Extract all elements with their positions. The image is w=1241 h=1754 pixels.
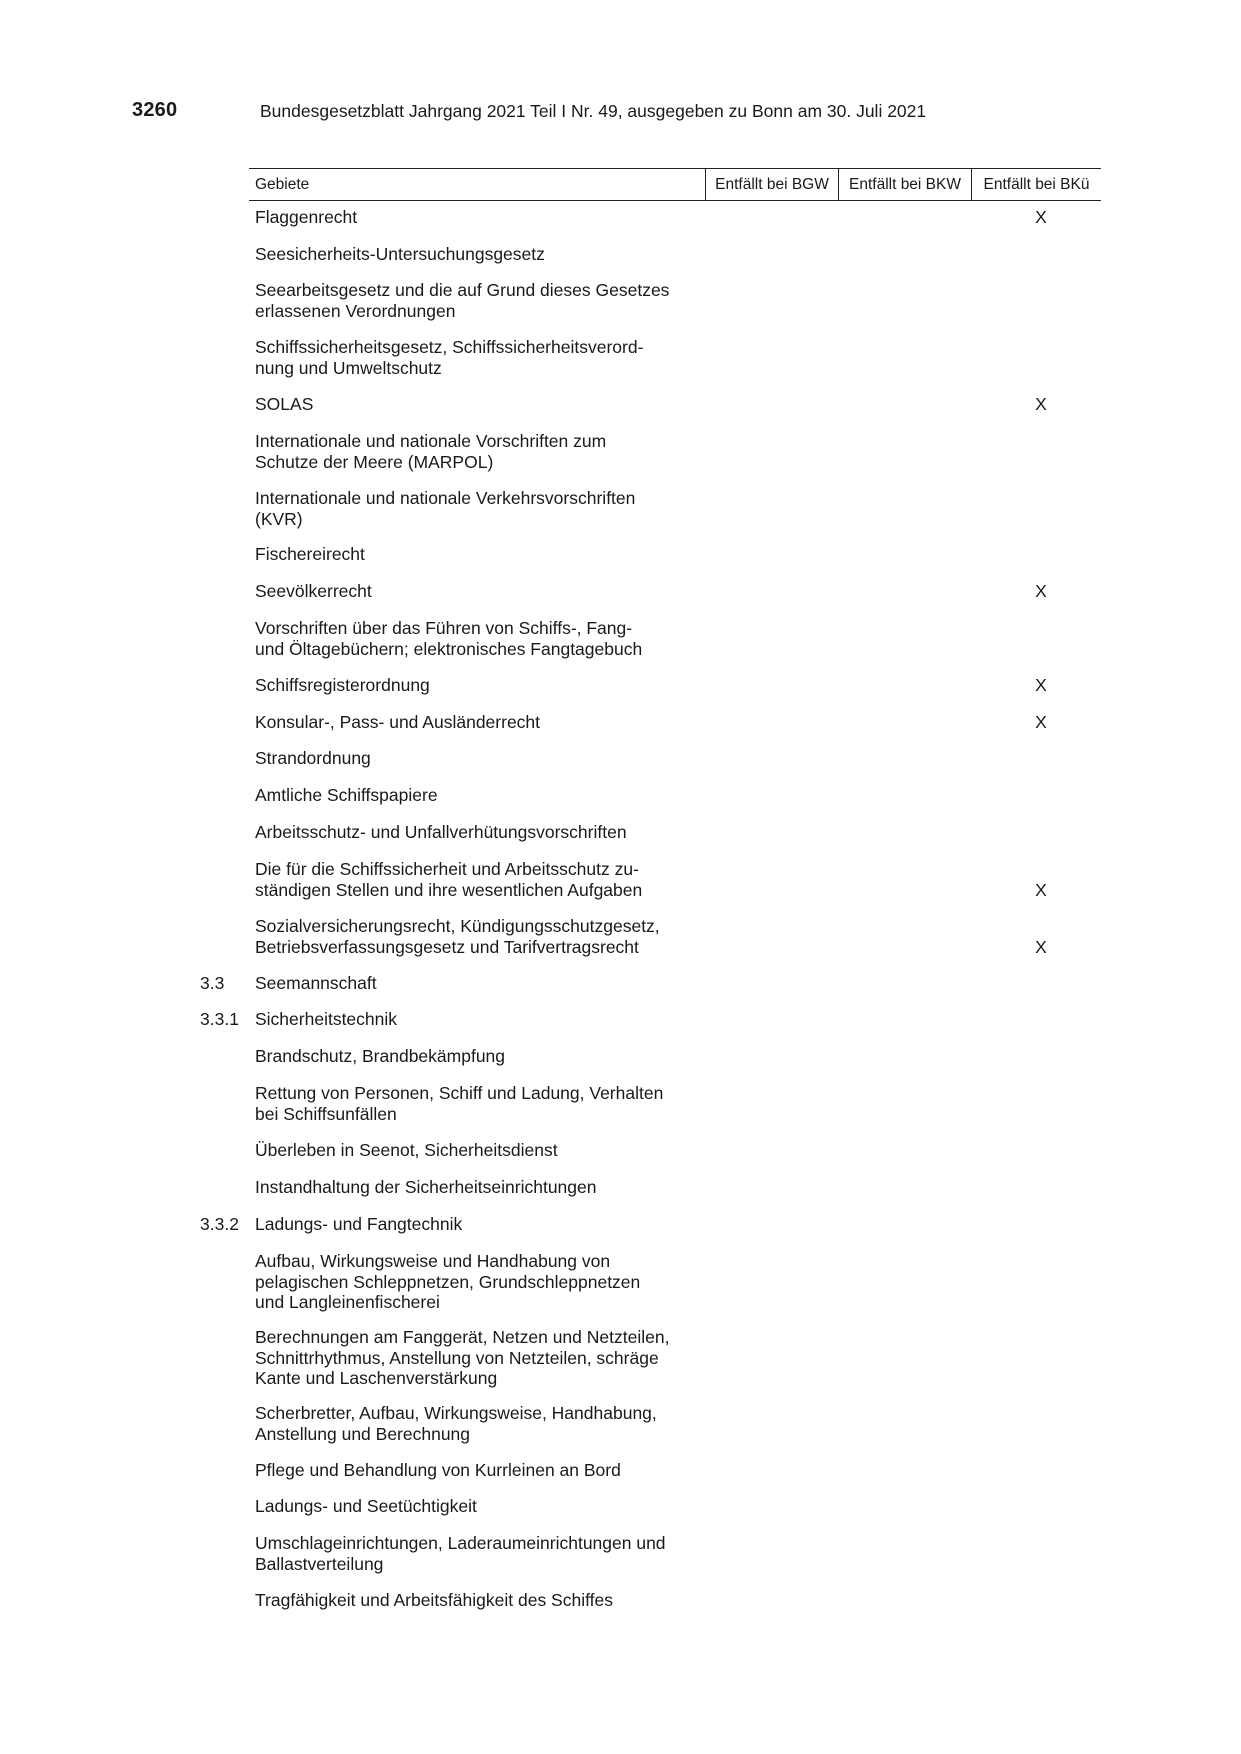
- subject-text: Tragfähigkeit und Arbeitsfähigkeit des Schiffes: [255, 1590, 613, 1610]
- table-row: [249, 488, 1101, 529]
- subject-text: Rettung von Personen, Schiff und Ladung, Verhalten bei Schiffsunfällen: [255, 1083, 664, 1124]
- running-head: Bundesgesetzblatt Jahrgang 2021 Teil I Nr. 49, ausgegeben zu Bonn am 30. Juli 2021: [260, 101, 927, 121]
- table-header: [249, 168, 1101, 201]
- subject-text: Flaggenrecht: [255, 207, 358, 227]
- column-header-bkw: Entfällt bei BKW: [838, 169, 971, 200]
- subject-text: Konsular-, Pass- und Ausländerrecht: [255, 712, 541, 732]
- table-row: [249, 1140, 1101, 1161]
- subject-text: SOLAS: [255, 394, 314, 414]
- table-row: [249, 748, 1101, 769]
- table-row: [249, 1083, 1101, 1124]
- subject-text: Internationale und nationale Verkehrsvorschriften (KVR): [255, 488, 636, 529]
- table-row: [249, 280, 1101, 321]
- exemption-mark-bkue: X: [1035, 581, 1047, 601]
- exemption-mark-bkue: X: [1035, 712, 1047, 732]
- table-row: [249, 431, 1101, 472]
- table-row: [200, 1009, 1101, 1030]
- table-row: [249, 1460, 1101, 1481]
- subject-text: Brandschutz, Brandbekämpfung: [255, 1046, 506, 1066]
- subject-text: Seesicherheits-Untersuchungsgesetz: [255, 244, 545, 264]
- subject-text: Ladungs- und Fangtechnik: [255, 1214, 463, 1234]
- table-row: [200, 973, 1101, 994]
- table-row: [249, 1496, 1101, 1517]
- subjects-table: [200, 168, 1101, 1610]
- subject-text: Strandordnung: [255, 748, 371, 768]
- subject-text: Fischereirecht: [255, 544, 365, 564]
- column-header-bgw: Entfällt bei BGW: [705, 169, 838, 200]
- section-number: 3.3.1: [200, 1009, 239, 1029]
- subject-text: Amtliche Schiffspapiere: [255, 785, 438, 805]
- table-row: [249, 712, 1101, 733]
- table-row: [249, 1590, 1101, 1611]
- subject-text: Schiffsregisterordnung: [255, 675, 430, 695]
- subject-text: Die für die Schiffssicherheit und Arbeitsschutz zu- ständigen Stellen und ihre wesentlichen Aufgaben: [255, 859, 643, 900]
- table-row: [249, 916, 1101, 957]
- table-row: [249, 1533, 1101, 1574]
- subject-text: Sozialversicherungsrecht, Kündigungsschutzgesetz, Betriebsverfassungsgesetz und Tarifvertragsrecht: [255, 916, 660, 957]
- table-row: [249, 675, 1101, 696]
- table-row: [249, 1251, 1101, 1313]
- subject-text: Sicherheitstechnik: [255, 1009, 398, 1029]
- subject-text: Überleben in Seenot, Sicherheitsdienst: [255, 1140, 558, 1160]
- subject-text: Seemannschaft: [255, 973, 377, 993]
- subject-text: Ladungs- und Seetüchtigkeit: [255, 1496, 477, 1516]
- table-row: [249, 544, 1101, 565]
- table-row: [249, 1177, 1101, 1198]
- table-row: [249, 581, 1101, 602]
- subject-text: Berechnungen am Fanggerät, Netzen und Netzteilen, Schnittrhythmus, Anstellung von Netzteilen, schräge Kante und Laschenverstärkung: [255, 1327, 670, 1388]
- subject-text: Scherbretter, Aufbau, Wirkungsweise, Handhabung, Anstellung und Berechnung: [255, 1403, 657, 1444]
- table-row: [249, 1327, 1101, 1389]
- subject-text: Schiffssicherheitsgesetz, Schiffssicherheitsverord- nung und Umweltschutz: [255, 337, 644, 378]
- subject-text: Aufbau, Wirkungsweise und Handhabung von pelagischen Schleppnetzen, Grundschleppnetzen und Langleinenfischerei: [255, 1251, 641, 1312]
- table-row: [249, 244, 1101, 265]
- subject-text: Pflege und Behandlung von Kurrleinen an Bord: [255, 1460, 621, 1480]
- subject-text: Arbeitsschutz- und Unfallverhütungsvorschriften: [255, 822, 627, 842]
- table-row: [249, 337, 1101, 378]
- table-row: [249, 822, 1101, 843]
- table-row: [249, 1046, 1101, 1067]
- table-row: [249, 394, 1101, 415]
- exemption-mark-bkue: X: [1035, 207, 1047, 227]
- table-row: [249, 618, 1101, 659]
- column-header-gebiete: Gebiete: [255, 175, 310, 193]
- table-row: [249, 785, 1101, 806]
- section-number: 3.3: [200, 973, 225, 993]
- exemption-mark-bkue: X: [1035, 394, 1047, 414]
- table-row: [249, 859, 1101, 900]
- table-row: [249, 1403, 1101, 1444]
- subject-text: Seearbeitsgesetz und die auf Grund dieses Gesetzes erlassenen Verordnungen: [255, 280, 670, 321]
- table-row: [200, 1214, 1101, 1235]
- subject-text: Umschlageinrichtungen, Laderaumeinrichtungen und Ballastverteilung: [255, 1533, 666, 1574]
- section-number: 3.3.2: [200, 1214, 239, 1234]
- table-row: [249, 207, 1101, 228]
- subject-text: Vorschriften über das Führen von Schiffs-, Fang- und Öltagebüchern; elektronisches Fangtagebuch: [255, 618, 643, 659]
- subject-text: Internationale und nationale Vorschriften zum Schutze der Meere (MARPOL): [255, 431, 607, 472]
- subject-text: Seevölkerrecht: [255, 581, 372, 601]
- exemption-mark-bkue: X: [1035, 936, 1047, 957]
- page-number: 3260: [132, 99, 178, 121]
- column-header-bkue: Entfällt bei BKü: [971, 169, 1101, 200]
- exemption-mark-bkue: X: [1035, 675, 1047, 695]
- exemption-mark-bkue: X: [1035, 879, 1047, 900]
- subject-text: Instandhaltung der Sicherheitseinrichtungen: [255, 1177, 597, 1197]
